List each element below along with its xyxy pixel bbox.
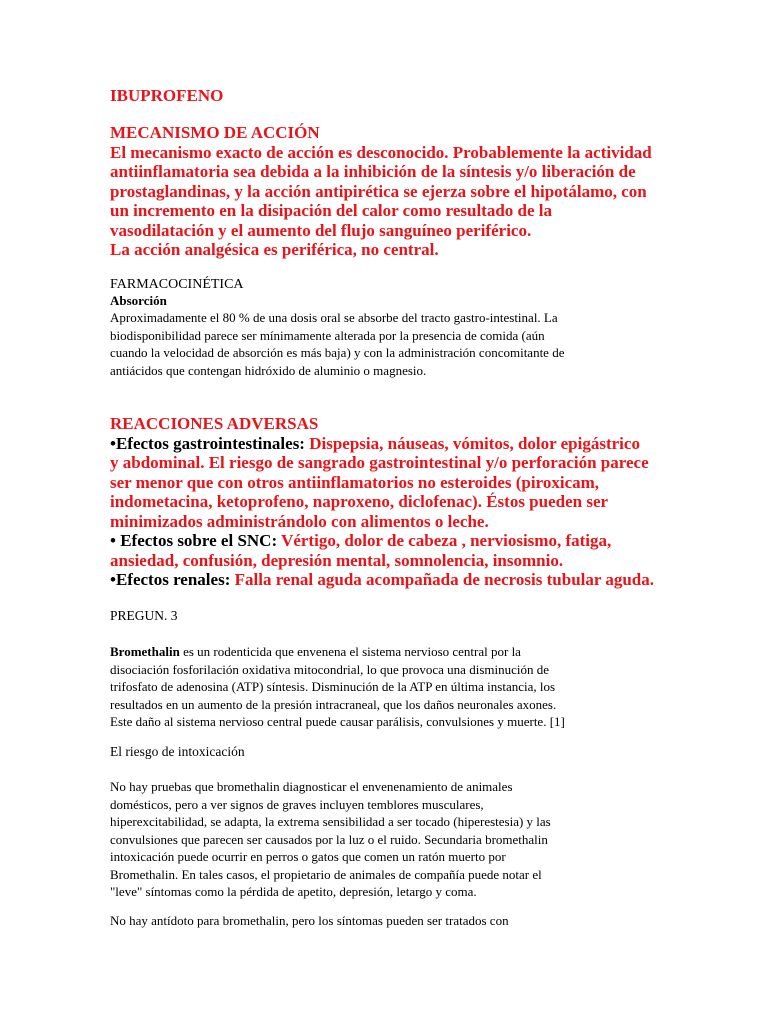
reacciones-section — [110, 414, 670, 590]
pregun-heading: PREGUN. 3 — [110, 608, 178, 623]
text-line: indometacina, ketoprofeno, naproxeno, diclofenac). Éstos pueden ser — [110, 492, 609, 511]
diagnostico-section — [110, 778, 670, 901]
text-line: disociación fosforilación oxidativa mitocondrial, lo que provoca una disminución de — [110, 661, 549, 677]
text-line: Bromethalin. En tales casos, el propietario de animales de compañía puede notar el — [110, 866, 542, 882]
farmacocinetica-heading: FARMACOCINÉTICA — [110, 277, 244, 292]
bromethalin-section — [110, 643, 670, 731]
reacciones-text — [110, 434, 670, 590]
renal-label: •Efectos renales: — [110, 570, 231, 589]
renal-text: Falla renal aguda acompañada de necrosis tubular aguda. — [230, 570, 655, 589]
mecanismo-text — [110, 143, 670, 260]
text-line: resultados en un aumento de la presión intracraneal, que los daños neuronales axones. — [110, 696, 557, 712]
text-line: y abdominal. El riesgo de sangrado gastrointestinal y/o perforación parece — [110, 453, 649, 472]
text-fragment: es un rodenticida que envenena el sistema nervioso central por la — [179, 644, 521, 659]
text-line: Aproximadamente el 80 % de una dosis oral se absorbe del tracto gastro-intestinal. La — [110, 310, 558, 325]
text-line: convulsiones que parecen ser causados por la luz o el ruido. Secundaria bromethalin — [110, 831, 548, 847]
gastro-label: •Efectos gastrointestinales: — [110, 433, 305, 453]
text-line: El mecanismo exacto de acción es desconocido. Probablemente la actividad — [110, 142, 652, 162]
bromethalin-first-line — [110, 643, 670, 661]
text-line: "leve" síntomas como la pérdida de apetito, depresión, letargo y coma. — [110, 884, 477, 899]
mecanismo-heading: MECANISMO DE ACCIÓN — [110, 123, 320, 142]
text-line: prostaglandinas, y la acción antipirética se ejerza sobre el hipotálamo, con — [110, 181, 647, 201]
renal-line — [110, 570, 670, 590]
gastro-first: Dispepsia, náuseas, vómitos, dolor epigástrico — [304, 433, 640, 453]
text-line: un incremento en la disipación del calor como resultado de la — [110, 201, 553, 220]
snc-line — [110, 531, 670, 551]
gastro-line — [110, 434, 670, 454]
text-line: No hay pruebas que bromethalin diagnosticar el envenenamiento de animales — [110, 779, 513, 794]
text-line: La acción analgésica es periférica, no central. — [110, 240, 439, 259]
reacciones-heading: REACCIONES ADVERSAS — [110, 414, 319, 433]
snc-first: Vértigo, dolor de cabeza , nerviosismo, fatiga, — [277, 531, 612, 550]
absorcion-text — [110, 309, 670, 379]
bromethalin-bold: Bromethalin — [110, 644, 180, 659]
text-line: biodisponibilidad parece ser mínimamente alterada por la presencia de comida (aún — [110, 327, 545, 343]
text-line: ser menor que con otros antiinflamatorios no esteroides (piroxicam, — [110, 472, 600, 492]
text-line: cuando la velocidad de absorción es más baja) y con la administración concomitante de — [110, 345, 565, 360]
text-line: Este daño al sistema nervioso central puede causar parálisis, convulsiones y muerte. [1] — [110, 714, 565, 729]
antidoto-section — [110, 912, 670, 930]
text-line: hiperexcitabilidad, se adapta, la extrema sensibilidad a ser tocado (hiperestesia) y las — [110, 814, 551, 829]
text-line: domésticos, pero a ver signos de graves incluyen temblores musculares, — [110, 796, 484, 812]
text-line: antiinflamatoria sea debida a la inhibición de la síntesis y/o liberación de — [110, 162, 636, 181]
text-line: vasodilatación y el aumento del flujo sanguíneo periférico. — [110, 220, 532, 240]
antidoto-text: No hay antídoto para bromethalin, pero los síntomas pueden ser tratados con — [110, 913, 509, 928]
farmacocinetica-section — [110, 277, 670, 379]
diagnostico-text — [110, 778, 670, 901]
text-line: antiácidos que contengan hidróxido de aluminio o magnesio. — [110, 362, 427, 378]
text-line: trifosfato de adenosina (ATP) síntesis. Disminución de la ATP en última instancia, los — [110, 679, 556, 694]
mecanismo-section — [110, 123, 670, 260]
text-line: ansiedad, confusión, depresión mental, somnolencia, insomnio. — [110, 550, 564, 570]
document-title: IBUPROFENO — [110, 86, 224, 105]
text-line: intoxicación puede ocurrir en perros o gatos que comen un ratón muerto por — [110, 849, 506, 864]
snc-label: • Efectos sobre el SNC: — [110, 531, 278, 550]
bromethalin-text — [110, 643, 670, 731]
riesgo-heading: El riesgo de intoxicación — [110, 744, 245, 759]
absorcion-heading: Absorción — [110, 293, 167, 308]
text-line: minimizados administrándolo con alimentos o leche. — [110, 511, 489, 531]
